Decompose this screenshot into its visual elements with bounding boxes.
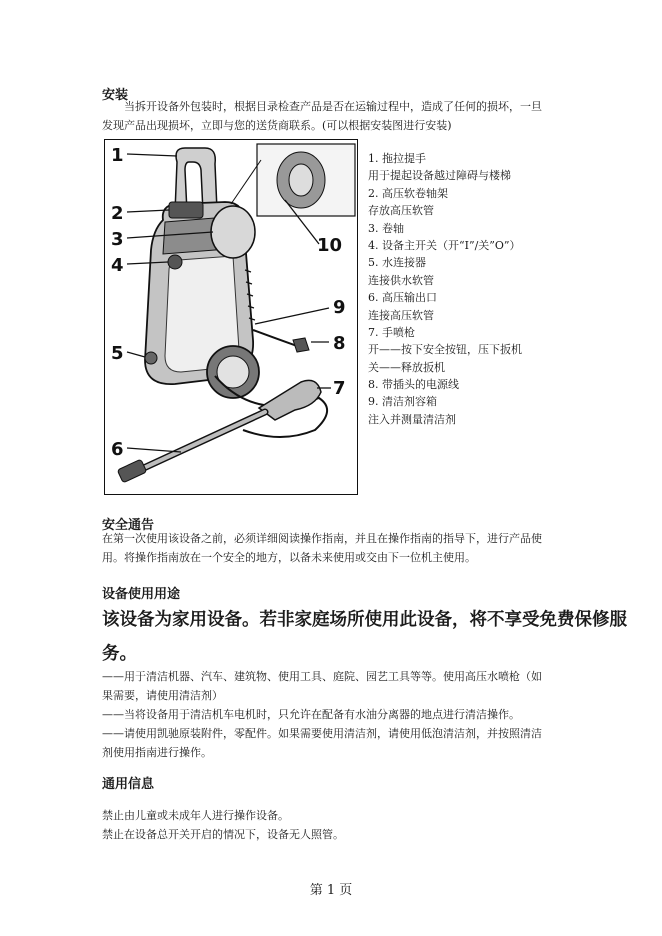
leader-1: [127, 154, 177, 156]
installation-title: 安装: [102, 88, 129, 103]
legend-item: 开——按下安全按钮，压下扳机: [368, 343, 522, 357]
parts-legend: [368, 150, 568, 428]
callout-2: 2: [111, 203, 124, 224]
legend-item: 用于提起设备越过障碍与楼梯: [368, 169, 511, 183]
nozzle: [117, 459, 146, 483]
usage-title: 设备使用用途: [102, 587, 181, 602]
general-line: 禁止在设备总开关开启的情况下，设备无人照管。: [102, 828, 344, 841]
power-cord: [253, 330, 297, 346]
usage-line: 剂使用指南进行操作。: [102, 746, 212, 759]
pressure-washer-illustration: [105, 140, 357, 494]
safety-line: 用。将操作指南放在一个安全的地方，以备未来使用或交由下一位机主使用。: [102, 551, 476, 564]
power-plug: [293, 338, 309, 352]
spray-gun: [259, 380, 321, 420]
installation-body: [102, 97, 564, 135]
general-line: 禁止由儿童或未成年人进行操作设备。: [102, 809, 289, 822]
page-number: 第 1 页: [309, 883, 353, 898]
callout-10: 10: [317, 235, 343, 256]
usage-highlight-line: 该设备为家用设备。若非家庭场所使用此设备，将不享受免费保修服: [102, 610, 627, 630]
leader-5: [127, 352, 145, 357]
legend-item: 8. 带插头的电源线: [368, 378, 459, 392]
legend-item: 存放高压软管: [368, 204, 434, 218]
legend-item: 连接高压软管: [368, 308, 434, 322]
water-connector: [145, 352, 157, 364]
safety-line: 在第一次使用该设备之前，必须详细阅读操作指南，并且在操作指南的指导下，进行产品使: [102, 532, 542, 545]
usage-line: ——请使用凯驰原装附件，零配件。如果需要使用清洁剂，请使用低泡清洁剂，并按照清洁: [102, 727, 542, 740]
safety-title: 安全通告: [102, 518, 155, 533]
usage-line: 果需要，请使用清洁剂）: [102, 689, 223, 702]
usage-body: [102, 667, 564, 762]
callout-4: 4: [111, 255, 124, 276]
legend-item: 2. 高压软卷轴架: [368, 186, 448, 200]
usage-line: ——用于清洁机器、汽车、建筑物、使用工具、庭院、园艺工具等等。使用高压水喷枪（如: [102, 670, 542, 683]
legend-item: 7. 手喷枪: [368, 325, 415, 339]
leader-9: [255, 308, 329, 324]
legend-item: 5. 水连接器: [368, 256, 426, 270]
legend-item: 3. 卷轴: [368, 221, 404, 235]
usage-highlight: [102, 603, 627, 671]
callout-9: 9: [333, 297, 346, 318]
callout-6: 6: [111, 439, 124, 460]
reel-disc: [211, 206, 255, 258]
installation-line: 发现产品出现损坏，立即与您的送货商联系。(可以根据安装图进行安装): [102, 119, 452, 132]
legend-item: 6. 高压输出口: [368, 291, 437, 305]
inset-reel-center: [289, 164, 313, 196]
general-title: 通用信息: [102, 777, 155, 792]
usage-highlight-line: 务。: [102, 644, 137, 664]
usage-line: ——当将设备用于清洁机车电机时，只允许在配备有水油分离器的地点进行清洁操作。: [102, 708, 520, 721]
pressure-washer-diagram: [104, 139, 358, 495]
general-body: [102, 806, 564, 844]
callout-8: 8: [333, 333, 346, 354]
callout-7: 7: [333, 378, 346, 399]
callout-3: 3: [111, 229, 124, 250]
callout-5: 5: [111, 343, 124, 364]
legend-item: 连接供水软管: [368, 273, 434, 287]
installation-line: 当拆开设备外包装时，根据目录检查产品是否在运输过程中，造成了任何的损坏，一旦: [124, 100, 542, 113]
safety-body: [102, 529, 564, 567]
legend-item: 9. 清洁剂容箱: [368, 395, 437, 409]
legend-item: 4. 设备主开关（开“I”/关”O”）: [368, 238, 521, 252]
legend-item: 关——释放扳机: [368, 360, 445, 374]
main-switch: [168, 255, 182, 269]
leader-6: [127, 448, 181, 452]
legend-item: 1. 拖拉提手: [368, 152, 426, 165]
callout-1: 1: [111, 145, 124, 166]
spray-lance-highlight: [135, 412, 265, 472]
legend-item: 注入并测量清洁剂: [368, 412, 456, 426]
reel-holder: [169, 202, 203, 218]
